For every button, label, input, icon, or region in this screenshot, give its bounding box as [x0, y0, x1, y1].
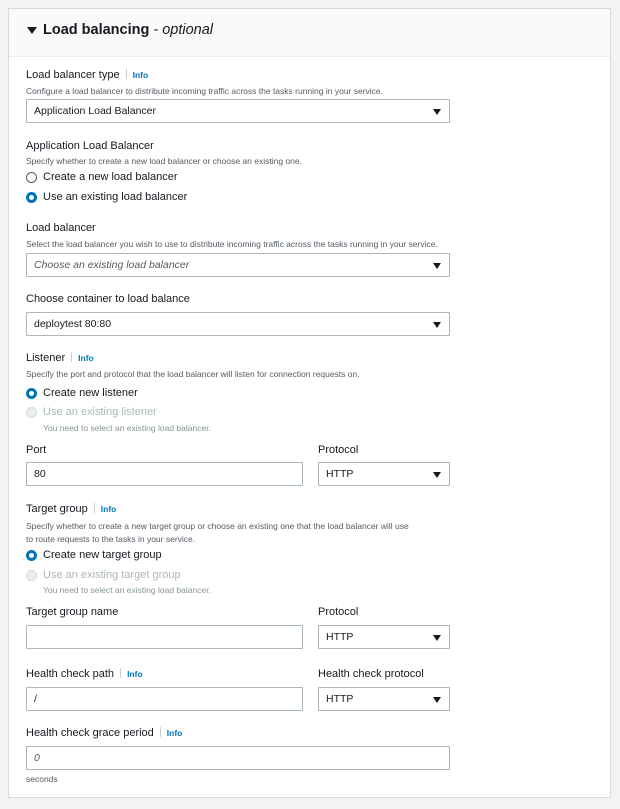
radio-create-new-lb-label[interactable]: Create a new load balancer: [43, 171, 178, 183]
target-group-description-1: Specify whether to create a new target group or choose an existing one that the load balancer will use: [26, 521, 409, 531]
panel-title: Load balancing - optional: [43, 22, 214, 38]
health-check-path-value: /: [34, 693, 37, 705]
health-check-protocol-value: HTTP: [326, 693, 354, 705]
listener-label: Listener: [26, 352, 66, 364]
container-label: Choose container to load balance: [26, 293, 190, 305]
port-label: Port: [26, 444, 47, 456]
target-group-label-row: [26, 503, 116, 515]
optional-suffix: - optional: [153, 22, 214, 38]
load-balancer-placeholder: Choose an existing load balancer: [34, 259, 190, 271]
radio-use-existing-target-group: [26, 570, 37, 581]
target-group-info-link[interactable]: Info: [100, 504, 117, 514]
port-value: 80: [34, 468, 46, 480]
lb-type-select[interactable]: [26, 99, 450, 123]
radio-create-new-listener[interactable]: [26, 388, 37, 399]
container-select[interactable]: [26, 312, 450, 336]
dropdown-arrow-icon: [433, 109, 441, 115]
listener-protocol-label: Protocol: [318, 444, 359, 456]
dropdown-arrow-icon: [433, 472, 441, 478]
lb-type-info-link[interactable]: Info: [132, 70, 149, 80]
lb-type-label: Load balancer type: [26, 69, 120, 81]
health-check-path-label: Health check path: [26, 668, 115, 680]
grace-period-placeholder: 0: [34, 752, 40, 764]
container-value: deploytest 80:80: [34, 318, 112, 330]
target-group-disabled-note: You need to select an existing load balancer.: [43, 585, 211, 595]
target-group-protocol-label: Protocol: [318, 606, 359, 618]
load-balancer-description: Select the load balancer you wish to use to distribute incoming traffic across the tasks running in your service.: [26, 239, 438, 249]
listener-protocol-value: HTTP: [326, 468, 354, 480]
listener-protocol-select[interactable]: [318, 462, 450, 486]
radio-create-new-lb[interactable]: [26, 172, 37, 183]
target-group-name-input[interactable]: [26, 625, 303, 649]
listener-description: Specify the port and protocol that the load balancer will listen for connection requests on.: [26, 369, 360, 379]
radio-create-new-target-group[interactable]: [26, 550, 37, 561]
health-check-path-info-link[interactable]: Info: [127, 669, 143, 679]
panel-header[interactable]: [9, 9, 610, 57]
listener-disabled-note: You need to select an existing load balancer.: [43, 423, 211, 433]
target-group-name-label: Target group name: [26, 606, 119, 618]
dropdown-arrow-icon: [433, 263, 441, 269]
lb-type-description: Configure a load balancer to distribute incoming traffic across the tasks running in your service.: [26, 86, 384, 96]
health-check-protocol-label: Health check protocol: [318, 668, 424, 680]
health-check-path-label-row: [26, 668, 143, 680]
listener-label-row: [26, 352, 94, 364]
dropdown-arrow-icon: [433, 322, 441, 328]
dropdown-arrow-icon: [433, 635, 441, 641]
lb-type-value: Application Load Balancer: [34, 105, 157, 117]
target-group-protocol-select[interactable]: [318, 625, 450, 649]
radio-create-new-target-group-label[interactable]: Create new target group: [43, 549, 162, 561]
lb-type-label-row: [26, 69, 148, 81]
load-balancer-select[interactable]: [26, 253, 450, 277]
grace-period-unit: seconds: [26, 774, 58, 784]
caret-down-icon[interactable]: [27, 27, 37, 34]
radio-use-existing-listener-label: Use an existing listener: [43, 406, 157, 418]
port-input[interactable]: [26, 462, 303, 486]
health-check-protocol-select[interactable]: [318, 687, 450, 711]
radio-create-new-listener-label[interactable]: Create new listener: [43, 387, 138, 399]
grace-period-label-row: [26, 727, 182, 739]
radio-use-existing-target-group-label: Use an existing target group: [43, 569, 181, 581]
target-group-description-2: to route requests to the tasks in your service.: [26, 534, 196, 544]
radio-use-existing-lb[interactable]: [26, 192, 37, 203]
radio-use-existing-lb-label[interactable]: Use an existing load balancer: [43, 191, 188, 203]
grace-period-label: Health check grace period: [26, 727, 154, 739]
target-group-label: Target group: [26, 503, 88, 515]
alb-description: Specify whether to create a new load balancer or choose an existing one.: [26, 156, 302, 166]
load-balancer-label: Load balancer: [26, 222, 96, 234]
radio-use-existing-listener: [26, 407, 37, 418]
dropdown-arrow-icon: [433, 697, 441, 703]
target-group-protocol-value: HTTP: [326, 631, 354, 643]
alb-label: Application Load Balancer: [26, 140, 154, 152]
listener-info-link[interactable]: Info: [78, 353, 94, 363]
grace-period-info-link[interactable]: Info: [166, 728, 183, 738]
health-check-path-input[interactable]: [26, 687, 303, 711]
grace-period-input[interactable]: [26, 746, 450, 770]
